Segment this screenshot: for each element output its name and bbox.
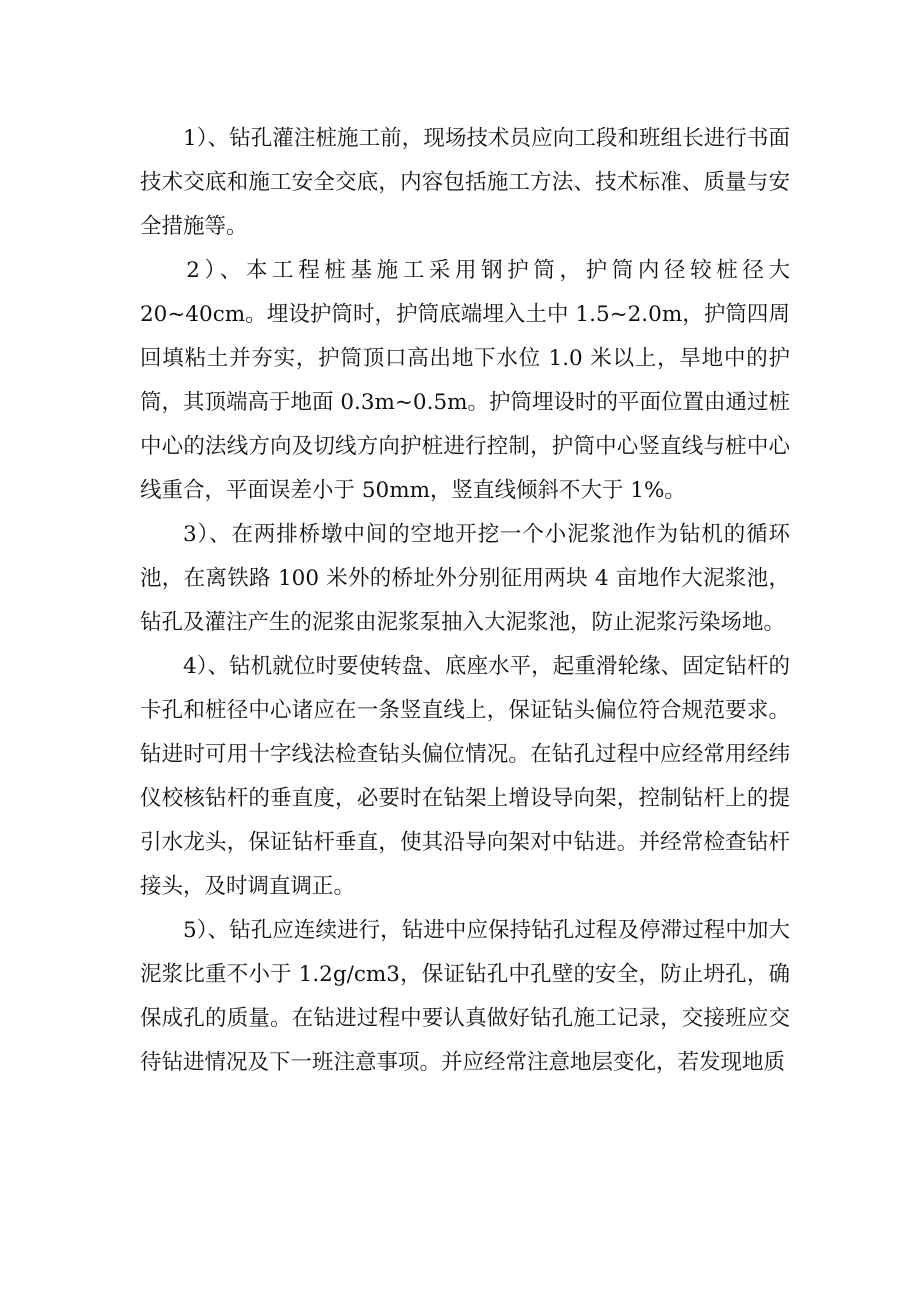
paragraph-1: 1）、钻孔灌注桩施工前，现场技术员应向工段和班组长进行书面技术交底和施工安全交底，内容包括施工方法、技术标准、质量与安全措施等。 <box>140 126 790 239</box>
paragraph-3: 3）、在两排桥墩中间的空地开挖一个小泥浆池作为钻机的循环池，在离铁路 100 米外的桥址外分别征用两块 4 亩地作大泥浆池，钻孔及灌注产生的泥浆由泥浆泵抽入大泥浆池，防止泥浆污染场地。 <box>140 522 790 635</box>
document-body <box>140 117 790 1085</box>
paragraph-2: 2）、本工程桩基施工采用钢护筒，护筒内径较桩径大 20~40cm。埋设护筒时，护筒底端埋入土中 1.5~2.0m，护筒四周回填粘土并夯实，护筒顶口高出地下水位 1.0 米以上，旱地中的护筒，其顶端高于地面 0.3m~0.5m。护筒埋设时的平面位置由通过桩中心的法线方向及切线方向护桩进行控制，护筒中心竖直线与桩中心线重合，平面误差小于 50mm，竖直线倾斜不大于 1%。 <box>140 258 791 503</box>
paragraph-4: 4）、钻机就位时要使转盘、底座水平，起重滑轮缘、固定钻杆的卡孔和桩径中心诸应在一条竖直线上，保证钻头偏位符合规范要求。钻进时可用十字线法检查钻头偏位情况。在钻孔过程中应经常用经纬仪校核钻杆的垂直度，必要时在钻架上增设导向架，控制钻杆上的提引水龙头，保证钻杆垂直，使其沿导向架对中钻进。并经常检查钻杆接头，及时调直调正。 <box>140 654 790 899</box>
paragraph-5: 5）、钻孔应连续进行，钻进中应保持钻孔过程及停滞过程中加大泥浆比重不小于 1.2g/cm3，保证钻孔中孔壁的安全，防止坍孔，确保成孔的质量。在钻进过程中要认真做好钻孔施工记录，交接班应交待钻进情况及下一班注意事项。并应经常注意地层变化，若发现地质 <box>140 918 790 1075</box>
